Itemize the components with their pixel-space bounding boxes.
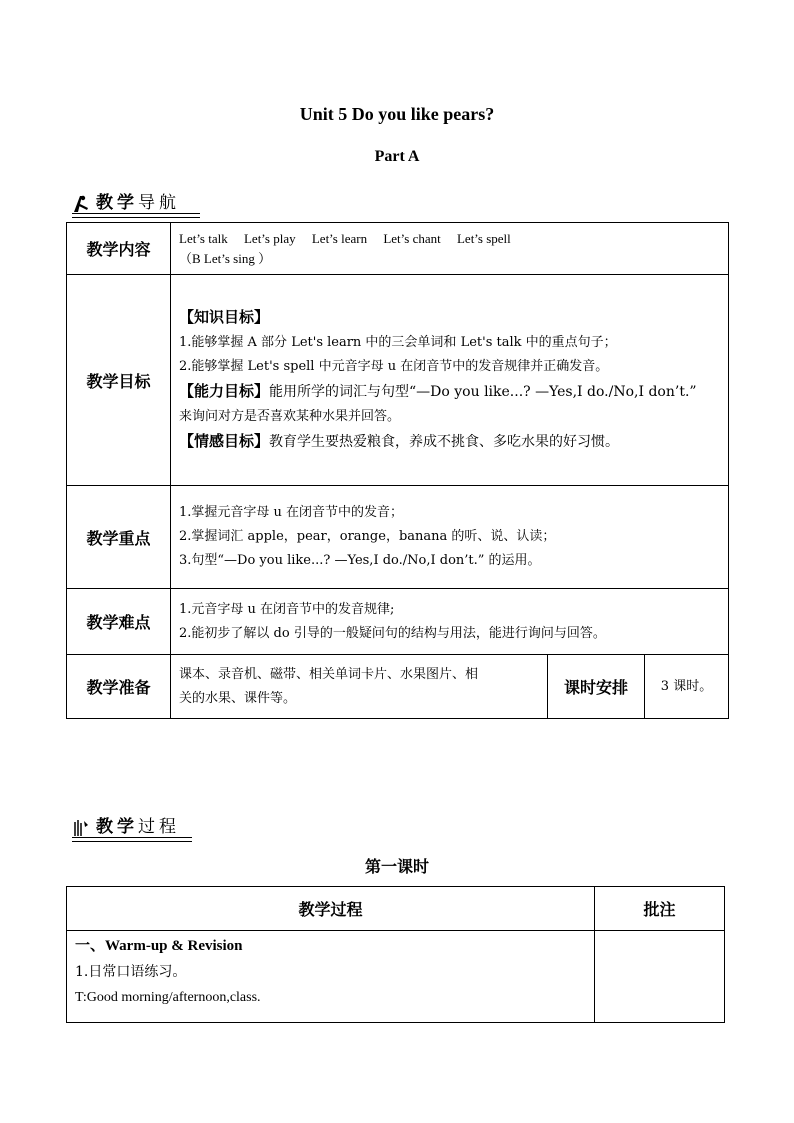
knowledge-goal-heading: 【知识目标】	[179, 308, 270, 326]
emotion-goal-heading: 【情感目标】	[179, 432, 270, 450]
goals-cell	[171, 275, 729, 486]
page-subtitle: Part A	[374, 148, 420, 165]
difficulties-label: 教学难点	[67, 589, 171, 655]
goals-label: 教学目标	[67, 275, 171, 486]
content-line-2: （B Let’s sing ）	[179, 250, 272, 266]
preparation-text-2: 关的水果、课件等。	[179, 690, 297, 706]
preparation-label: 教学准备	[67, 655, 171, 719]
banner-underline	[72, 213, 200, 218]
ability-goal-text: 能用所学的词汇与句型“—Do you like...? —Yes,I do./No,I don’t.”	[269, 384, 697, 400]
key-point-3: 3.句型“—Do you like...? —Yes,I do./No,I don’t.” 的运用。	[179, 553, 541, 568]
ability-goal-text-2: 来询问对方是否喜欢某种水果并回答。	[179, 409, 401, 424]
process-banner-underline	[72, 837, 192, 842]
ability-goal-heading: 【能力目标】	[179, 382, 270, 400]
process-step-1-line: T:Good morning/afternoon,class.	[75, 990, 261, 1005]
teaching-guide-banner	[72, 186, 200, 214]
content-label: 教学内容	[67, 223, 171, 275]
key-points-cell	[171, 486, 729, 589]
banner-bold-text: 教学	[96, 193, 138, 213]
key-point-1: 1.掌握元音字母 u 在闭音节中的发音；	[179, 505, 404, 520]
process-section-1: 一、Warm-up & Revision	[75, 938, 243, 954]
teaching-process-banner	[72, 810, 192, 838]
content-line-1: Let’s talk Let’s play Let’s learn Let’s chant Let’s spell	[179, 230, 511, 246]
teaching-process-table	[66, 886, 725, 1023]
emotion-goal-text: 教育学生要热爱粮食，养成不挑食、多吃水果的好习惯。	[269, 434, 620, 450]
banner-books-icon	[72, 818, 90, 838]
teaching-guide-table	[66, 222, 729, 719]
key-points-label: 教学重点	[67, 486, 171, 589]
schedule-value: 3 课时。	[645, 655, 729, 719]
schedule-label: 课时安排	[548, 655, 645, 719]
difficulties-cell	[171, 589, 729, 655]
process-banner-bold-text: 教学	[96, 817, 138, 837]
preparation-cell	[171, 655, 548, 719]
knowledge-goal-1: 1.能够掌握 A 部分 Let's learn 中的三会单词和 Let's talk 中的重点句子；	[179, 335, 617, 350]
knowledge-goal-2: 2.能够掌握 Let's spell 中元音字母 u 在闭音节中的发音规律并正确发音。	[179, 359, 609, 374]
banner-figure-icon	[72, 194, 90, 214]
difficulty-1: 1.元音字母 u 在闭音节中的发音规律;	[179, 601, 395, 617]
page-title: Unit 5 Do you like pears?	[299, 104, 495, 124]
content-cell	[171, 223, 729, 275]
process-step-1: 1.日常口语练习。	[75, 964, 187, 980]
key-point-2: 2.掌握词汇 apple，pear，orange，banana 的听、说、认读；	[179, 529, 556, 544]
notes-cell	[595, 931, 725, 1023]
preparation-text-1: 课本、录音机、磁带、相关单词卡片、水果图片、相	[179, 666, 479, 682]
lesson-title: 第一课时	[364, 857, 429, 876]
process-banner-light-text: 过程	[138, 817, 180, 837]
difficulty-2: 2.能初步了解以 do 引导的一般疑问句的结构与用法，能进行询问与回答。	[179, 625, 606, 641]
notes-column-header: 批注	[595, 887, 725, 931]
process-cell	[67, 931, 595, 1023]
banner-light-text: 导航	[138, 193, 180, 213]
process-column-header: 教学过程	[67, 887, 595, 931]
